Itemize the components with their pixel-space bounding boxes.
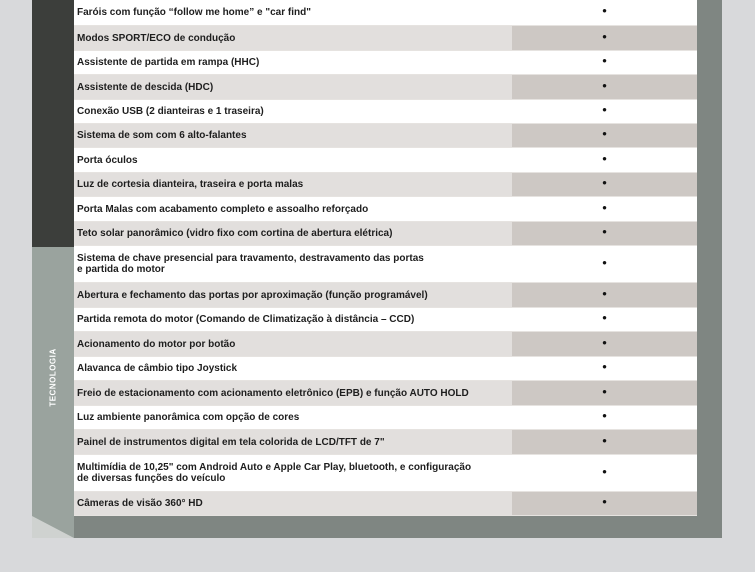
availability-cell: [512, 124, 697, 147]
feature-text: Abertura e fechamento das portas por aproximação (função programável): [77, 289, 428, 301]
table-row: [74, 455, 697, 492]
feature-text: Assistente de descida (HDC): [77, 81, 214, 93]
feature-cell: [74, 492, 512, 515]
availability-cell: [512, 222, 697, 245]
availability-cell: [512, 308, 697, 331]
bullet-icon: •: [602, 494, 607, 509]
table-row: [74, 492, 697, 516]
bullet-icon: •: [602, 53, 607, 68]
table-row: [74, 148, 697, 173]
feature-text: Teto solar panorâmico (vidro fixo com cortina de abertura elétrica): [77, 228, 393, 239]
availability-cell: [512, 51, 697, 74]
feature-text: Sistema de som com 6 alto-falantes: [77, 130, 247, 141]
feature-cell: [74, 308, 512, 331]
feature-cell: [74, 381, 512, 405]
bullet-icon: •: [602, 224, 607, 239]
availability-cell: [512, 100, 697, 123]
bullet-icon: •: [602, 199, 607, 215]
availability-cell: [512, 430, 697, 454]
table-row: [74, 357, 697, 381]
feature-text: Alavanca de câmbio tipo Joystick: [77, 363, 238, 374]
features-table: [74, 0, 697, 516]
feature-cell: [74, 455, 512, 491]
feature-text: Assistente de partida em rampa (HHC): [77, 57, 260, 68]
feature-text: Conexão USB (2 dianteiras e 1 traseira): [77, 106, 264, 117]
section-sidebar-previous: [32, 0, 74, 247]
bullet-icon: •: [602, 408, 607, 423]
feature-cell: [74, 124, 512, 147]
table-row: [74, 406, 697, 430]
bullet-icon: •: [602, 463, 607, 479]
bullet-icon: •: [602, 334, 607, 350]
bullet-icon: •: [602, 359, 607, 374]
feature-cell: [74, 75, 512, 99]
feature-cell: [74, 332, 512, 356]
bullet-icon: •: [602, 383, 607, 399]
feature-cell: [74, 246, 512, 282]
feature-text: Partida remota do motor (Comando de Climatização à distância – CCD): [77, 314, 415, 325]
feature-text: Faróis com função “follow me home” e "car find": [77, 7, 311, 18]
feature-text: Modos SPORT/ECO de condução: [77, 32, 236, 44]
availability-cell: [512, 75, 697, 99]
availability-cell: [512, 455, 697, 491]
feature-cell: [74, 197, 512, 221]
table-row: [74, 332, 697, 357]
availability-cell: [512, 381, 697, 405]
feature-text: Sistema de chave presencial para travamento, destravamento das portas e partida do motor: [77, 253, 424, 275]
feature-cell: [74, 222, 512, 245]
feature-text: Luz de cortesia dianteira, traseira e porta malas: [77, 179, 304, 190]
section-label-wrapper: [32, 247, 74, 507]
bullet-icon: •: [602, 150, 607, 166]
feature-cell: [74, 100, 512, 123]
bullet-icon: •: [602, 126, 607, 141]
feature-text: Multimídia de 10,25" com Android Auto e Apple Car Play, bluetooth, e configuração de diversas funções do veículo: [77, 462, 472, 484]
section-label: TECNOLOGIA: [48, 347, 58, 407]
availability-cell: [512, 332, 697, 356]
availability-cell: [512, 173, 697, 196]
availability-cell: [512, 148, 697, 172]
sidebar-fold-corner: [32, 516, 74, 538]
bullet-icon: •: [602, 432, 607, 448]
availability-cell: [512, 197, 697, 221]
feature-cell: [74, 26, 512, 50]
availability-cell: [512, 0, 697, 25]
feature-text: Luz ambiente panorâmica com opção de cores: [77, 412, 300, 423]
feature-text: Acionamento do motor por botão: [77, 338, 236, 350]
feature-cell: [74, 0, 512, 25]
table-row: [74, 0, 697, 26]
table-row: [74, 283, 697, 308]
feature-text: Porta óculos: [77, 154, 138, 166]
availability-cell: [512, 406, 697, 429]
feature-cell: [74, 148, 512, 172]
bullet-icon: •: [602, 102, 607, 117]
availability-cell: [512, 357, 697, 380]
bullet-icon: •: [602, 285, 607, 301]
feature-text: Câmeras de visão 360° HD: [77, 498, 203, 509]
table-row: [74, 222, 697, 246]
feature-cell: [74, 406, 512, 429]
table-row: [74, 124, 697, 148]
table-row: [74, 26, 697, 51]
bullet-icon: •: [602, 3, 607, 18]
table-row: [74, 308, 697, 332]
bullet-icon: •: [602, 28, 607, 44]
feature-cell: [74, 283, 512, 307]
table-row: [74, 381, 697, 406]
bullet-icon: •: [602, 77, 607, 93]
feature-cell: [74, 173, 512, 196]
table-row: [74, 246, 697, 283]
availability-cell: [512, 246, 697, 282]
availability-cell: [512, 283, 697, 307]
table-row: [74, 173, 697, 197]
availability-cell: [512, 492, 697, 515]
feature-cell: [74, 51, 512, 74]
bullet-icon: •: [602, 310, 607, 325]
table-row: [74, 430, 697, 455]
bullet-icon: •: [602, 175, 607, 190]
table-row: [74, 197, 697, 222]
feature-text: Porta Malas com acabamento completo e assoalho reforçado: [77, 203, 369, 215]
feature-cell: [74, 430, 512, 454]
table-row: [74, 75, 697, 100]
feature-text: Painel de instrumentos digital em tela colorida de LCD/TFT de 7": [77, 436, 385, 448]
feature-cell: [74, 357, 512, 380]
bullet-icon: •: [602, 254, 607, 270]
table-row: [74, 100, 697, 124]
feature-text: Freio de estacionamento com acionamento eletrônico (EPB) e função AUTO HOLD: [77, 387, 469, 399]
table-row: [74, 51, 697, 75]
availability-cell: [512, 26, 697, 50]
